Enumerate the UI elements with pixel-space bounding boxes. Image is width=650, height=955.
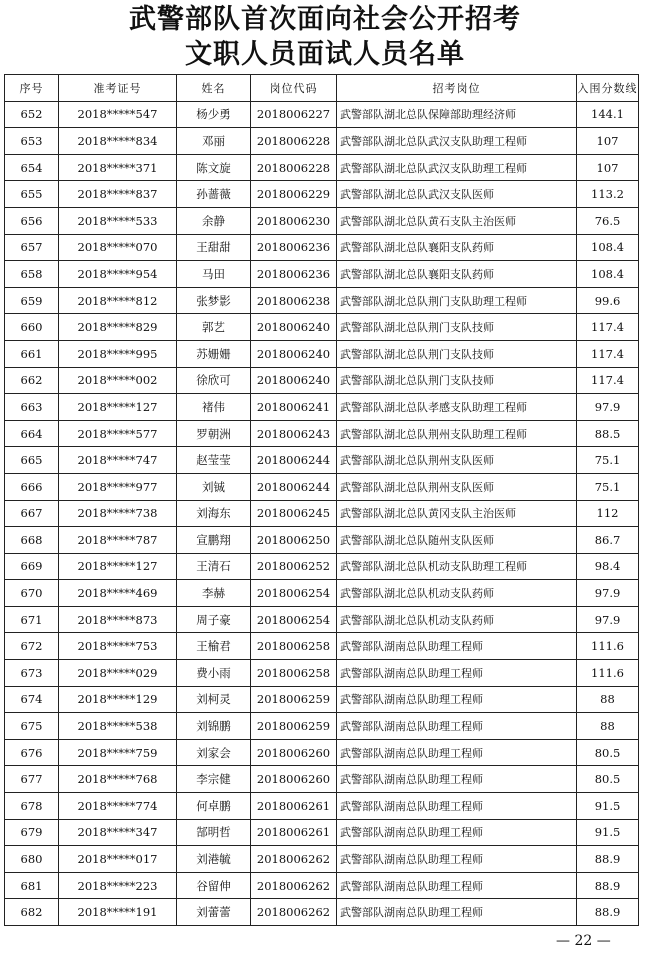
cell-exam-id: 2018*****977 (59, 473, 177, 500)
cell-name: 杨少勇 (177, 101, 251, 128)
cell-seq: 671 (5, 606, 59, 633)
cell-post-code: 2018006243 (251, 420, 337, 447)
table-body (5, 101, 639, 925)
cell-score: 88.9 (577, 872, 639, 899)
cell-post-code: 2018006262 (251, 899, 337, 926)
table-row (5, 154, 639, 181)
page-number: — 22 — (556, 933, 611, 949)
cell-exam-id: 2018*****812 (59, 287, 177, 314)
cell-name: 刘海东 (177, 500, 251, 527)
cell-exam-id: 2018*****747 (59, 447, 177, 474)
cell-exam-id: 2018*****017 (59, 846, 177, 873)
cell-post-code: 2018006262 (251, 846, 337, 873)
cell-exam-id: 2018*****070 (59, 234, 177, 261)
cell-seq: 672 (5, 633, 59, 660)
cell-seq: 680 (5, 846, 59, 873)
cell-seq: 666 (5, 473, 59, 500)
cell-post: 武警部队湖北总队武汉支队医师 (337, 181, 577, 208)
cell-post: 武警部队湖北总队襄阳支队药师 (337, 261, 577, 288)
cell-post: 武警部队湖北总队荆州支队医师 (337, 473, 577, 500)
cell-exam-id: 2018*****002 (59, 367, 177, 394)
cell-post: 武警部队湖北总队机动支队药师 (337, 606, 577, 633)
cell-exam-id: 2018*****347 (59, 819, 177, 846)
cell-name: 刘港毓 (177, 846, 251, 873)
cell-post-code: 2018006236 (251, 234, 337, 261)
table-row (5, 872, 639, 899)
document-title-line2: 文职人员面试人员名单 (185, 39, 465, 70)
cell-name: 陈文旋 (177, 154, 251, 181)
cell-score: 108.4 (577, 261, 639, 288)
cell-score: 97.9 (577, 606, 639, 633)
cell-seq: 656 (5, 207, 59, 234)
table-row (5, 793, 639, 820)
cell-score: 107 (577, 154, 639, 181)
cell-post-code: 2018006240 (251, 314, 337, 341)
cell-post-code: 2018006229 (251, 181, 337, 208)
cell-score: 117.4 (577, 314, 639, 341)
cell-name: 徐欣可 (177, 367, 251, 394)
cell-name: 谷留伸 (177, 872, 251, 899)
cell-name: 刘家会 (177, 739, 251, 766)
cell-exam-id: 2018*****127 (59, 394, 177, 421)
header-post-code: 岗位代码 (251, 75, 337, 102)
table-row (5, 846, 639, 873)
cell-seq: 669 (5, 553, 59, 580)
table-row (5, 819, 639, 846)
cell-score: 111.6 (577, 660, 639, 687)
cell-exam-id: 2018*****538 (59, 713, 177, 740)
cell-exam-id: 2018*****787 (59, 527, 177, 554)
cell-post: 武警部队湖南总队助理工程师 (337, 899, 577, 926)
cell-seq: 661 (5, 340, 59, 367)
cell-seq: 660 (5, 314, 59, 341)
table-row (5, 739, 639, 766)
cell-post: 武警部队湖南总队助理工程师 (337, 793, 577, 820)
table-row (5, 314, 639, 341)
cell-exam-id: 2018*****129 (59, 686, 177, 713)
cell-post-code: 2018006244 (251, 447, 337, 474)
cell-score: 88.5 (577, 420, 639, 447)
cell-exam-id: 2018*****547 (59, 101, 177, 128)
cell-score: 80.5 (577, 739, 639, 766)
cell-post: 武警部队湖北总队荆州支队助理工程师 (337, 420, 577, 447)
table-row (5, 606, 639, 633)
cell-seq: 681 (5, 872, 59, 899)
cell-seq: 670 (5, 580, 59, 607)
header-name: 姓名 (177, 75, 251, 102)
cell-post: 武警部队湖北总队荆门支队技师 (337, 340, 577, 367)
cell-score: 99.6 (577, 287, 639, 314)
cell-post-code: 2018006252 (251, 553, 337, 580)
cell-post-code: 2018006244 (251, 473, 337, 500)
cell-name: 王清石 (177, 553, 251, 580)
cell-exam-id: 2018*****837 (59, 181, 177, 208)
cell-score: 75.1 (577, 447, 639, 474)
cell-post: 武警部队湖南总队助理工程师 (337, 846, 577, 873)
cell-post-code: 2018006228 (251, 128, 337, 155)
table-row (5, 181, 639, 208)
cell-exam-id: 2018*****223 (59, 872, 177, 899)
table-header-row (5, 75, 639, 102)
cell-post-code: 2018006258 (251, 633, 337, 660)
cell-seq: 676 (5, 739, 59, 766)
cell-score: 117.4 (577, 367, 639, 394)
table-row (5, 580, 639, 607)
cell-post: 武警部队湖北总队保障部助理经济师 (337, 101, 577, 128)
cell-score: 91.5 (577, 793, 639, 820)
table-row (5, 261, 639, 288)
cell-score: 117.4 (577, 340, 639, 367)
cell-post-code: 2018006236 (251, 261, 337, 288)
cell-seq: 664 (5, 420, 59, 447)
table-row (5, 447, 639, 474)
cell-name: 周子豪 (177, 606, 251, 633)
cell-name: 张梦影 (177, 287, 251, 314)
cell-name: 李宗健 (177, 766, 251, 793)
cell-seq: 667 (5, 500, 59, 527)
cell-score: 107 (577, 128, 639, 155)
cell-seq: 652 (5, 101, 59, 128)
cell-post-code: 2018006262 (251, 872, 337, 899)
cell-name: 何卓鹏 (177, 793, 251, 820)
cell-score: 112 (577, 500, 639, 527)
cell-exam-id: 2018*****873 (59, 606, 177, 633)
cell-post: 武警部队湖北总队荆州支队医师 (337, 447, 577, 474)
cell-seq: 668 (5, 527, 59, 554)
cell-seq: 682 (5, 899, 59, 926)
table-row (5, 207, 639, 234)
cell-seq: 662 (5, 367, 59, 394)
cell-post: 武警部队湖北总队襄阳支队药师 (337, 234, 577, 261)
cell-post-code: 2018006260 (251, 739, 337, 766)
cell-name: 孙蔷薇 (177, 181, 251, 208)
cell-exam-id: 2018*****759 (59, 739, 177, 766)
cell-post: 武警部队湖南总队助理工程师 (337, 739, 577, 766)
cell-score: 88 (577, 713, 639, 740)
header-exam-id: 准考证号 (59, 75, 177, 102)
cell-exam-id: 2018*****469 (59, 580, 177, 607)
cell-post-code: 2018006254 (251, 606, 337, 633)
cell-post: 武警部队湖北总队荆门支队助理工程师 (337, 287, 577, 314)
cell-post: 武警部队湖北总队武汉支队助理工程师 (337, 154, 577, 181)
cell-exam-id: 2018*****127 (59, 553, 177, 580)
cell-post-code: 2018006227 (251, 101, 337, 128)
cell-score: 88 (577, 686, 639, 713)
candidate-table (4, 74, 639, 926)
cell-exam-id: 2018*****954 (59, 261, 177, 288)
cell-post-code: 2018006228 (251, 154, 337, 181)
cell-post-code: 2018006245 (251, 500, 337, 527)
cell-seq: 665 (5, 447, 59, 474)
cell-post: 武警部队湖南总队助理工程师 (337, 713, 577, 740)
cell-post-code: 2018006241 (251, 394, 337, 421)
cell-name: 刘锦鹏 (177, 713, 251, 740)
table-row (5, 340, 639, 367)
cell-score: 86.7 (577, 527, 639, 554)
cell-post: 武警部队湖北总队黄石支队主治医师 (337, 207, 577, 234)
cell-post-code: 2018006240 (251, 367, 337, 394)
table-row (5, 713, 639, 740)
cell-exam-id: 2018*****029 (59, 660, 177, 687)
cell-post: 武警部队湖北总队黄冈支队主治医师 (337, 500, 577, 527)
cell-exam-id: 2018*****768 (59, 766, 177, 793)
table-row (5, 234, 639, 261)
table-row (5, 660, 639, 687)
cell-score: 75.1 (577, 473, 639, 500)
cell-score: 76.5 (577, 207, 639, 234)
cell-exam-id: 2018*****533 (59, 207, 177, 234)
table-row (5, 287, 639, 314)
cell-post-code: 2018006258 (251, 660, 337, 687)
cell-score: 108.4 (577, 234, 639, 261)
cell-post: 武警部队湖北总队随州支队医师 (337, 527, 577, 554)
cell-name: 宣鹏翔 (177, 527, 251, 554)
cell-name: 褚伟 (177, 394, 251, 421)
cell-name: 刘铖 (177, 473, 251, 500)
cell-exam-id: 2018*****738 (59, 500, 177, 527)
cell-seq: 673 (5, 660, 59, 687)
cell-post: 武警部队湖北总队机动支队药师 (337, 580, 577, 607)
cell-score: 111.6 (577, 633, 639, 660)
table-row (5, 527, 639, 554)
cell-seq: 658 (5, 261, 59, 288)
table-row (5, 553, 639, 580)
cell-name: 王甜甜 (177, 234, 251, 261)
header-score: 入围分数线 (577, 75, 639, 102)
cell-seq: 659 (5, 287, 59, 314)
cell-exam-id: 2018*****371 (59, 154, 177, 181)
cell-exam-id: 2018*****753 (59, 633, 177, 660)
cell-seq: 655 (5, 181, 59, 208)
cell-score: 88.9 (577, 846, 639, 873)
cell-post: 武警部队湖北总队武汉支队助理工程师 (337, 128, 577, 155)
table-row (5, 686, 639, 713)
cell-post: 武警部队湖北总队机动支队助理工程师 (337, 553, 577, 580)
cell-name: 刘柯灵 (177, 686, 251, 713)
cell-score: 91.5 (577, 819, 639, 846)
cell-name: 刘蕾蕾 (177, 899, 251, 926)
table-row (5, 633, 639, 660)
cell-seq: 675 (5, 713, 59, 740)
cell-exam-id: 2018*****995 (59, 340, 177, 367)
cell-post: 武警部队湖南总队助理工程师 (337, 660, 577, 687)
cell-name: 费小雨 (177, 660, 251, 687)
cell-post: 武警部队湖北总队孝感支队助理工程师 (337, 394, 577, 421)
cell-post-code: 2018006261 (251, 819, 337, 846)
table-row (5, 101, 639, 128)
table-row (5, 420, 639, 447)
table-row (5, 899, 639, 926)
header-seq: 序号 (5, 75, 59, 102)
cell-seq: 654 (5, 154, 59, 181)
cell-post: 武警部队湖南总队助理工程师 (337, 872, 577, 899)
cell-score: 97.9 (577, 394, 639, 421)
cell-post: 武警部队湖南总队助理工程师 (337, 766, 577, 793)
cell-name: 李赫 (177, 580, 251, 607)
cell-seq: 674 (5, 686, 59, 713)
table-row (5, 473, 639, 500)
cell-score: 88.9 (577, 899, 639, 926)
table-row (5, 367, 639, 394)
cell-name: 余静 (177, 207, 251, 234)
cell-post-code: 2018006260 (251, 766, 337, 793)
cell-post-code: 2018006254 (251, 580, 337, 607)
table-row (5, 394, 639, 421)
cell-exam-id: 2018*****191 (59, 899, 177, 926)
cell-name: 罗朝洲 (177, 420, 251, 447)
cell-post-code: 2018006230 (251, 207, 337, 234)
document-title-line1: 武警部队首次面向社会公开招考 (129, 4, 521, 35)
cell-score: 97.9 (577, 580, 639, 607)
cell-seq: 679 (5, 819, 59, 846)
cell-seq: 677 (5, 766, 59, 793)
cell-name: 郭艺 (177, 314, 251, 341)
table-row (5, 500, 639, 527)
cell-seq: 678 (5, 793, 59, 820)
cell-name: 苏姗姗 (177, 340, 251, 367)
cell-exam-id: 2018*****834 (59, 128, 177, 155)
cell-score: 144.1 (577, 101, 639, 128)
table-row (5, 128, 639, 155)
cell-post: 武警部队湖南总队助理工程师 (337, 819, 577, 846)
cell-post-code: 2018006238 (251, 287, 337, 314)
cell-exam-id: 2018*****774 (59, 793, 177, 820)
cell-seq: 663 (5, 394, 59, 421)
cell-score: 113.2 (577, 181, 639, 208)
cell-exam-id: 2018*****577 (59, 420, 177, 447)
cell-post: 武警部队湖南总队助理工程师 (337, 686, 577, 713)
cell-score: 98.4 (577, 553, 639, 580)
table-row (5, 766, 639, 793)
cell-name: 邓丽 (177, 128, 251, 155)
cell-post: 武警部队湖北总队荆门支队技师 (337, 314, 577, 341)
cell-score: 80.5 (577, 766, 639, 793)
cell-name: 马田 (177, 261, 251, 288)
cell-post: 武警部队湖北总队荆门支队技师 (337, 367, 577, 394)
cell-post-code: 2018006250 (251, 527, 337, 554)
cell-post-code: 2018006240 (251, 340, 337, 367)
cell-post: 武警部队湖南总队助理工程师 (337, 633, 577, 660)
cell-post-code: 2018006259 (251, 713, 337, 740)
cell-name: 王榆君 (177, 633, 251, 660)
cell-seq: 657 (5, 234, 59, 261)
cell-name: 郜明哲 (177, 819, 251, 846)
cell-post-code: 2018006261 (251, 793, 337, 820)
cell-exam-id: 2018*****829 (59, 314, 177, 341)
cell-seq: 653 (5, 128, 59, 155)
header-post: 招考岗位 (337, 75, 577, 102)
cell-post-code: 2018006259 (251, 686, 337, 713)
cell-name: 赵莹莹 (177, 447, 251, 474)
